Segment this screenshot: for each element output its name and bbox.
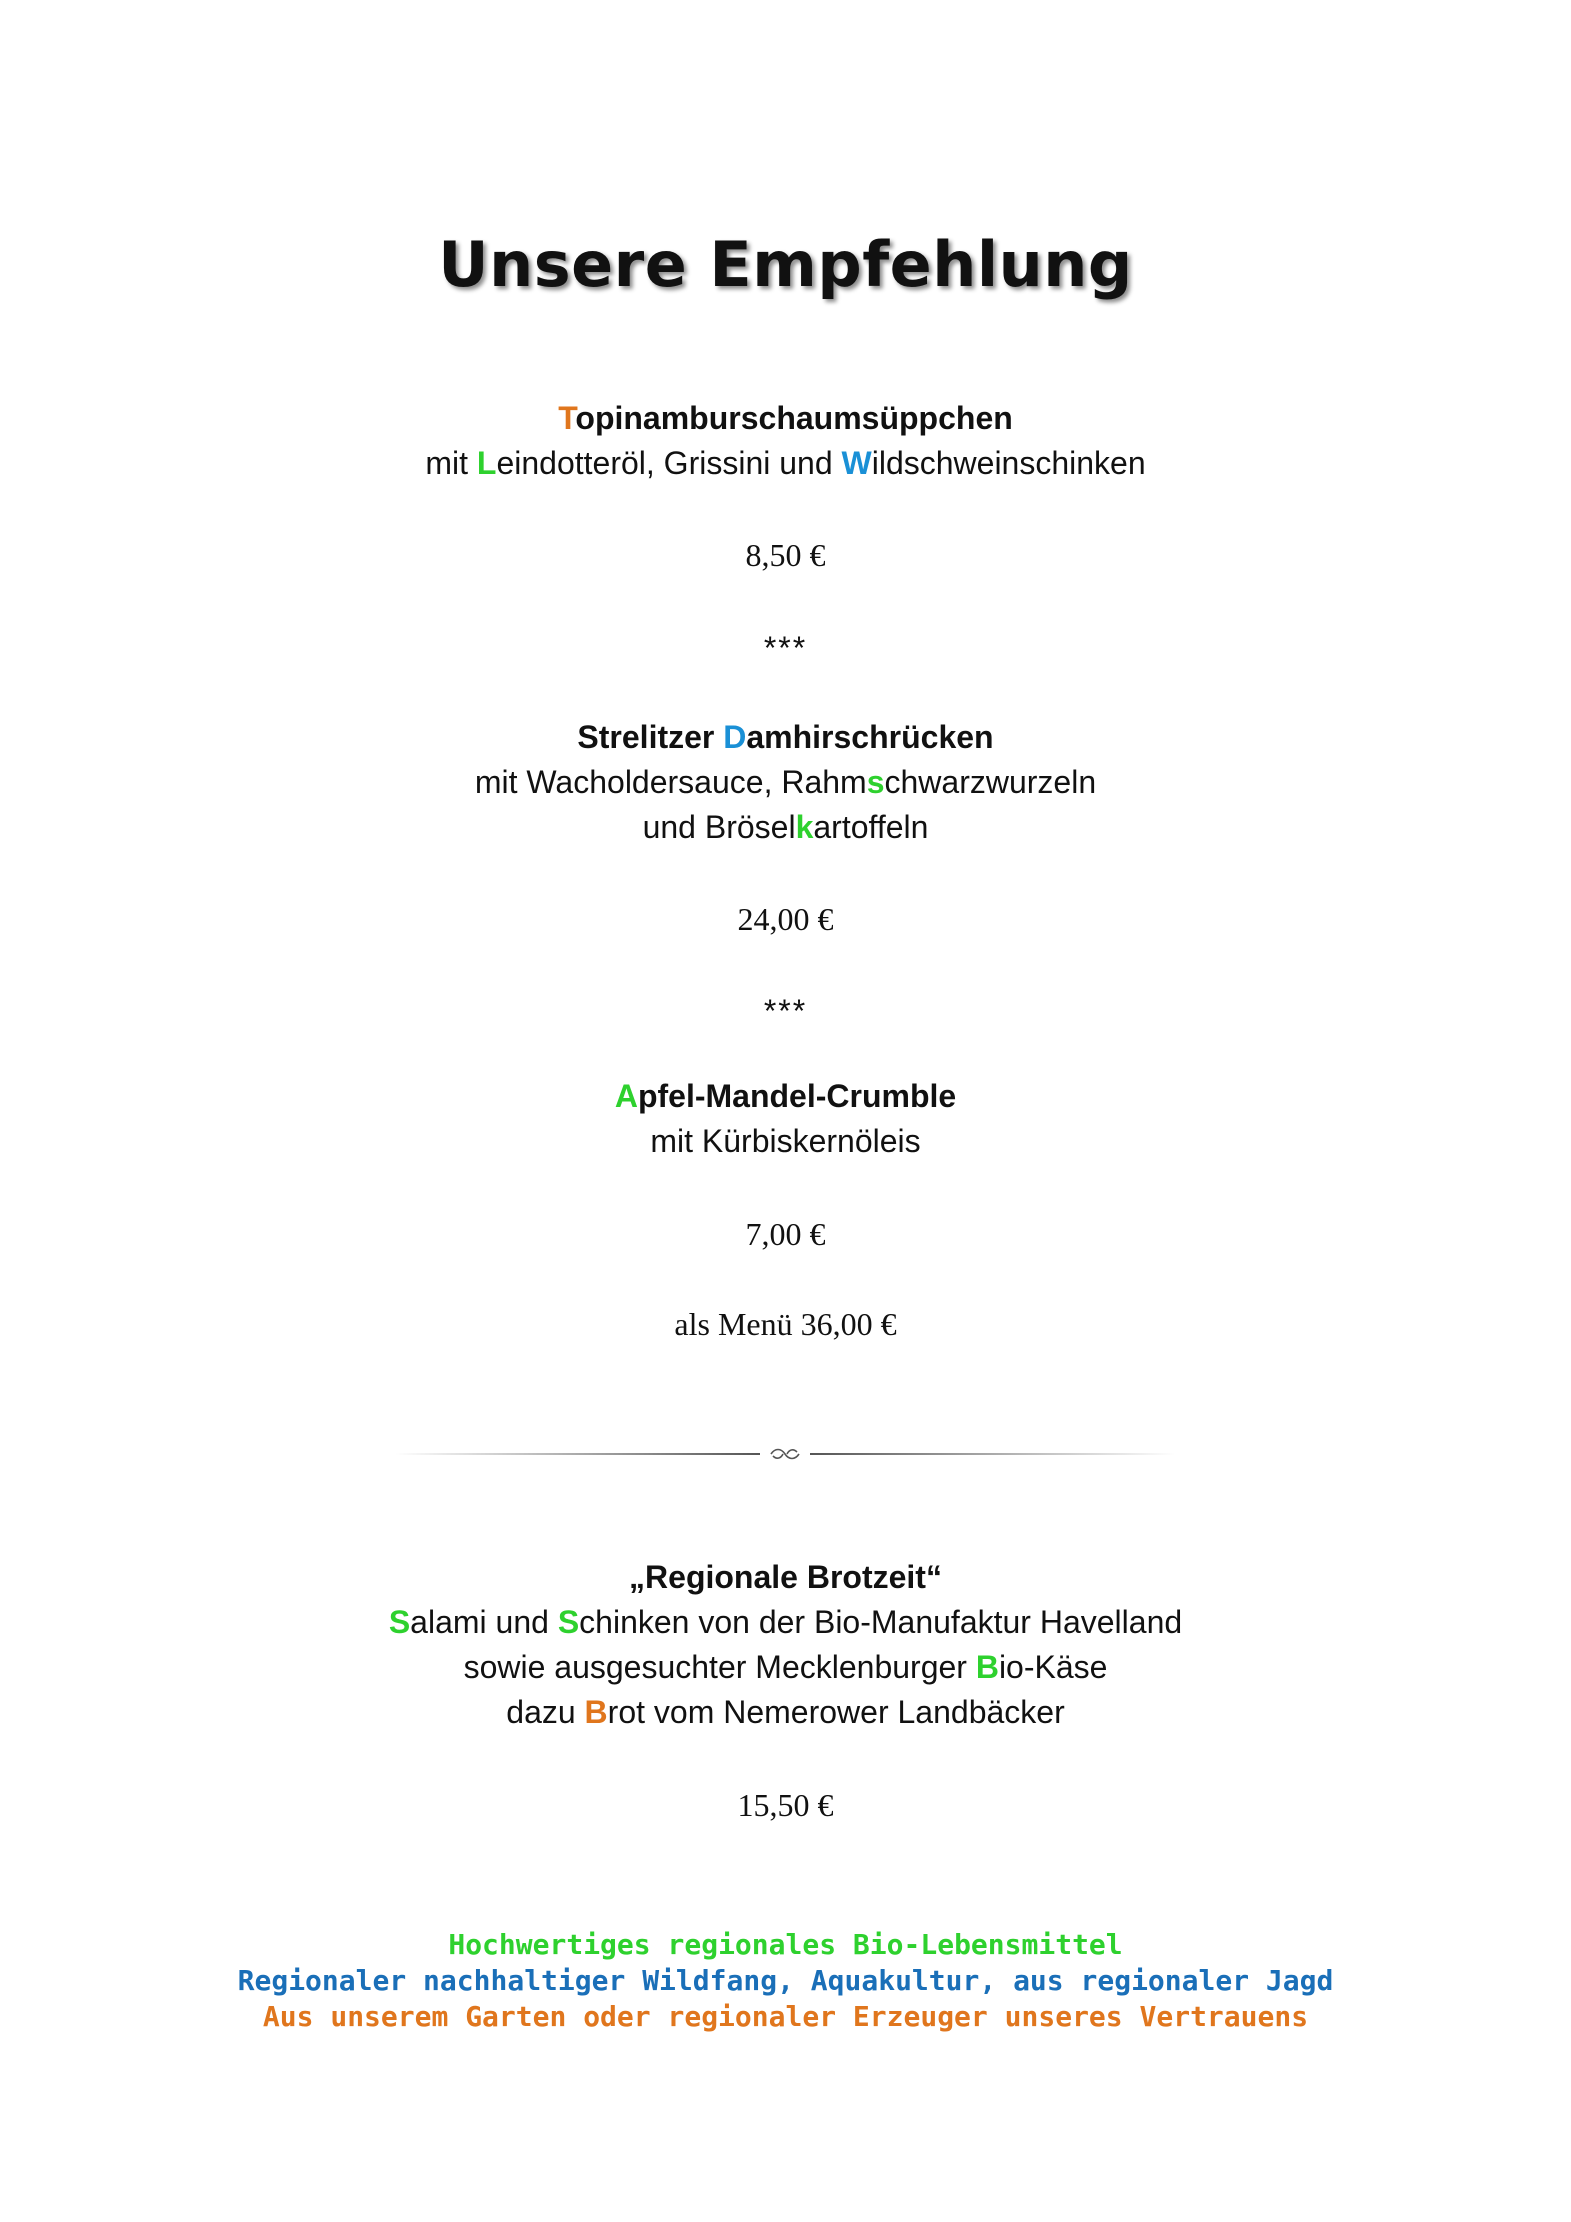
highlight-bio: S bbox=[557, 1604, 580, 1640]
dish-name: Strelitzer Damhirschrücken bbox=[577, 719, 994, 755]
page-title: Unsere Empfehlung bbox=[438, 228, 1133, 301]
dish-price: 7,00 € bbox=[745, 1216, 826, 1252]
highlight-bio: A bbox=[614, 1078, 638, 1114]
highlight-bio: s bbox=[866, 764, 885, 800]
separator: *** bbox=[763, 993, 808, 1029]
dish-description: mit Leindotteröl, Grissini und Wildschweinschinken bbox=[425, 445, 1146, 481]
highlight-bio: S bbox=[388, 1604, 411, 1640]
highlight-bio: k bbox=[795, 809, 814, 845]
dish-price: 24,00 € bbox=[737, 901, 834, 937]
highlight-wild: D bbox=[723, 719, 747, 755]
legend-bio: Hochwertiges regionales Bio-Lebensmittel bbox=[448, 1928, 1123, 1961]
dish-description: sowie ausgesuchter Mecklenburger Bio-Käse bbox=[463, 1649, 1108, 1685]
ornament-divider bbox=[395, 1444, 1175, 1464]
dish-name: „Regionale Brotzeit“ bbox=[629, 1559, 942, 1595]
dish-description: Salami und Schinken von der Bio-Manufaktur Havelland bbox=[388, 1604, 1183, 1640]
menu-price: als Menü 36,00 € bbox=[674, 1306, 897, 1342]
highlight-bio: B bbox=[975, 1649, 999, 1685]
highlight-garden: B bbox=[584, 1694, 608, 1730]
dish-price: 8,50 € bbox=[745, 537, 826, 573]
dish-brotzeit bbox=[0, 1555, 1571, 1735]
divider-line-left bbox=[395, 1453, 760, 1455]
dish-description: mit Kürbiskernöleis bbox=[650, 1123, 921, 1159]
dish-name: Apfel-Mandel-Crumble bbox=[614, 1078, 957, 1114]
highlight-wild: W bbox=[841, 445, 872, 481]
legend-garden: Aus unserem Garten oder regionaler Erzeuger unseres Vertrauens bbox=[262, 2000, 1309, 2033]
separator: *** bbox=[763, 630, 808, 666]
dish-topinambur bbox=[0, 396, 1571, 486]
dish-description: dazu Brot vom Nemerower Landbäcker bbox=[506, 1694, 1065, 1730]
ornament-icon bbox=[771, 1450, 799, 1459]
dish-description: und Bröselkartoffeln bbox=[642, 809, 929, 845]
dish-price: 15,50 € bbox=[737, 1787, 834, 1823]
dish-name: Topinamburschaumsüppchen bbox=[558, 400, 1013, 436]
divider-line-right bbox=[810, 1453, 1175, 1455]
legend-wild: Regionaler nachhaltiger Wildfang, Aquakultur, aus regionaler Jagd bbox=[237, 1964, 1334, 1997]
dish-crumble bbox=[0, 1074, 1571, 1164]
highlight-bio: L bbox=[476, 445, 497, 481]
dish-description: mit Wacholdersauce, Rahmschwarzwurzeln bbox=[474, 764, 1097, 800]
dish-damhirsch bbox=[0, 715, 1571, 850]
highlight-garden: T bbox=[558, 400, 576, 436]
